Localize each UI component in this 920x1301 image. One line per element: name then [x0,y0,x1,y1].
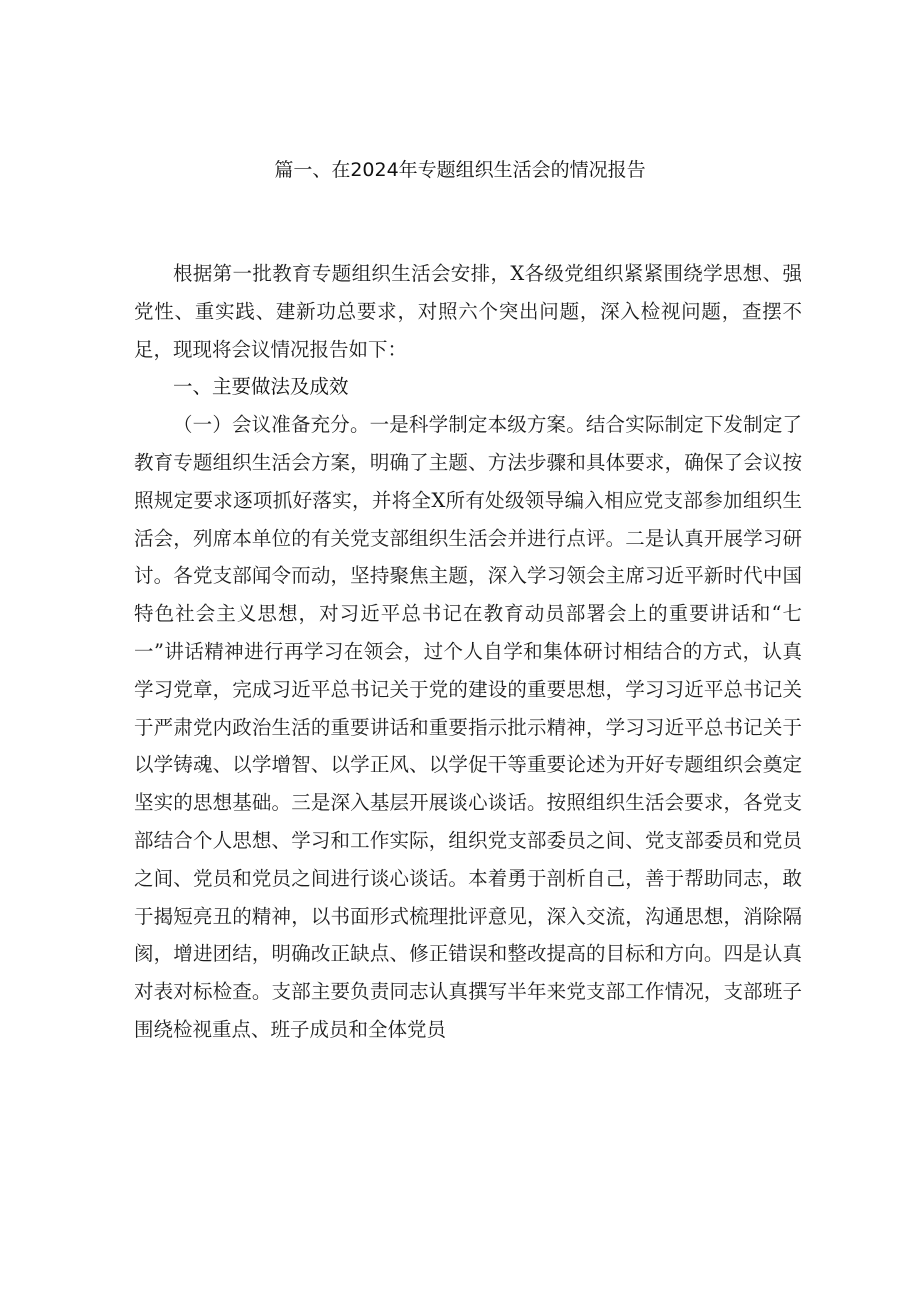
document-title: 篇一、在2024年专题组织生活会的情况报告 [274,159,646,181]
section-paragraph: （一）会议准备充分。一是科学制定本级方案。结合实际制定下发制定了教育专题组织生活会方案，明确了主题、方法步骤和具体要求，确保了会议按照规定要求逐项抓好落实，并将全X所有处级领导编入相应党支部参加组织生活会，列席本单位的有关党支部组织生活会并进行点评。二是认真开展学习研讨。各党支部闻令而动，坚持聚焦主题，深入学习领会主席习近平新时代中国特色社会主义思想，对习近平总书记在教育动员部署会上的重要讲话和“七一”讲话精神进行再学习在领会，过个人自学和集体研讨相结合的方式，认真学习党章，完成习近平总书记关于党的建设的重要思想，学习习近平总书记关于严肃党内政治生活的重要讲话和重要指示批示精神，学习习近平总书记关于以学铸魂、以学增智、以学正风、以学促干等重要论述为开好专题组织会奠定坚实的思想基础。三是深入基层开展谈心谈话。按照组织生活会要求，各党支部结合个人思想、学习和工作实际，组织党支部委员之间、党支部委员和党员之间、党员和党员之间进行谈心谈话。本着勇于剖析自己，善于帮助同志，敢于揭短亮丑的精神，以书面形式梳理批评意见，深入交流，沟通思想，消除隔阂，增进团结，明确改正缺点、修正错误和整改提高的目标和方向。四是认真对表对标检查。支部主要负责同志认真撰写半年来党支部工作情况，支部班子围绕检视重点、班子成员和全体党员 [134,413,802,1041]
intro-paragraph: 根据第一批教育专题组织生活会安排，X各级党组织紧紧围绕学思想、强党性、重实践、建新功总要求，对照六个突出问题，深入检视问题，查摆不足，现现将会议情况报告如下： [134,262,802,361]
document-body [134,255,802,1049]
section-heading: 一、主要做法及成效 [173,375,349,399]
